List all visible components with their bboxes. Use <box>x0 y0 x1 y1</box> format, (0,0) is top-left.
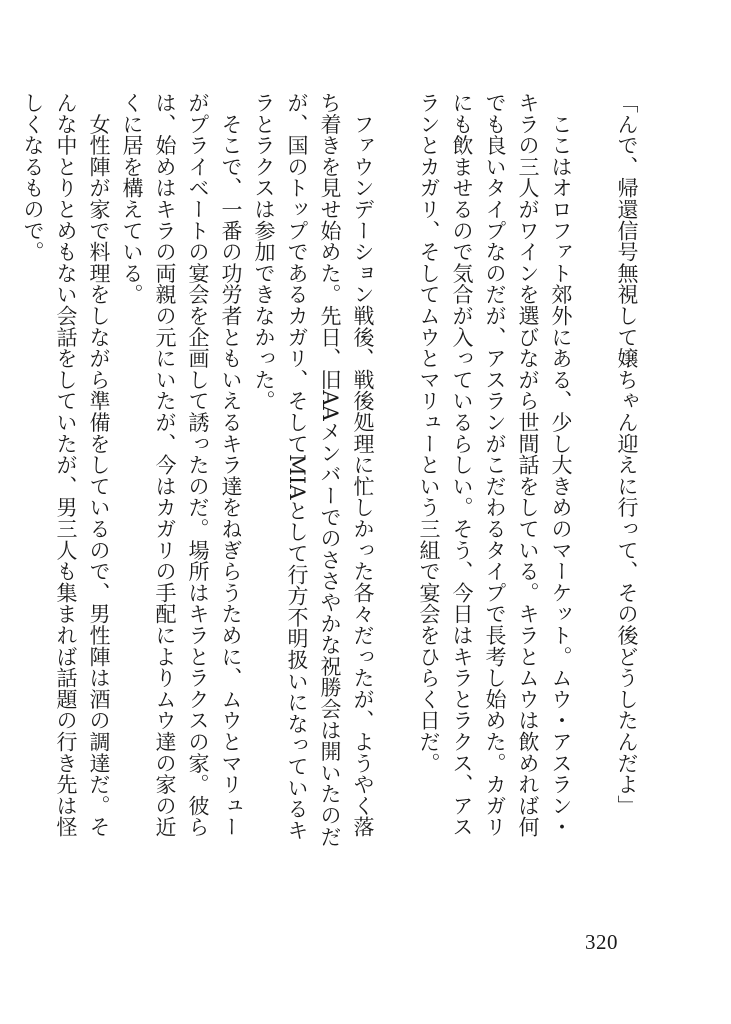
paragraph-party: そこで、一番の功労者ともいえるキラ達をねぎらうために、ムウとマリューがプライベートの宴会を企画して誘ったのだ。場所はキラとラクスの家。彼らは、始めはキラの両親の元にいたが、今はカガリの手配によりムウ達の家の近くに居を構えている。 <box>120 92 243 838</box>
paragraph-shopping: 女性陣が家で料理をしながら準備をしているので、男性陣は酒の調達だ。そんな中とりとめもない会話をしていたが、男三人も集まれば話題の行き先は怪しくなるもので。 <box>21 92 111 838</box>
vertical-text-body <box>16 92 643 852</box>
paragraph-market: ここはオロファト郊外にある、少し大きめのマーケット。ムウ・アスラン・キラの三人がワインを選びながら世間話をしている。キラとムウは飲めれば何でも良いタイプなのだが、アスランがこだわるタイプで長考し始めた。カガリにも飲ませるので気合が入っているらしい。そう、今日はキラとラクス、アスランとカガリ、そしてムウとマリューという三組で宴会をひらく日だ。 <box>417 92 573 838</box>
paragraph-postwar: ファウンデーション戦後、戦後処理に忙しかった各々だったが、ようやく落ち着きを見せ始めた。先日、旧AAメンバーでのささやかな祝勝会は開いたのだが、国のトップであるカガリ、そしてMIAとして行方不明扱いになっているキラとラクスは参加できなかった。 <box>252 92 375 848</box>
page-number: 320 <box>585 930 618 954</box>
dialogue-line: 「んで、帰還信号無視して嬢ちゃん迎えに行って、その後どうしたんだよ」 <box>615 92 639 817</box>
